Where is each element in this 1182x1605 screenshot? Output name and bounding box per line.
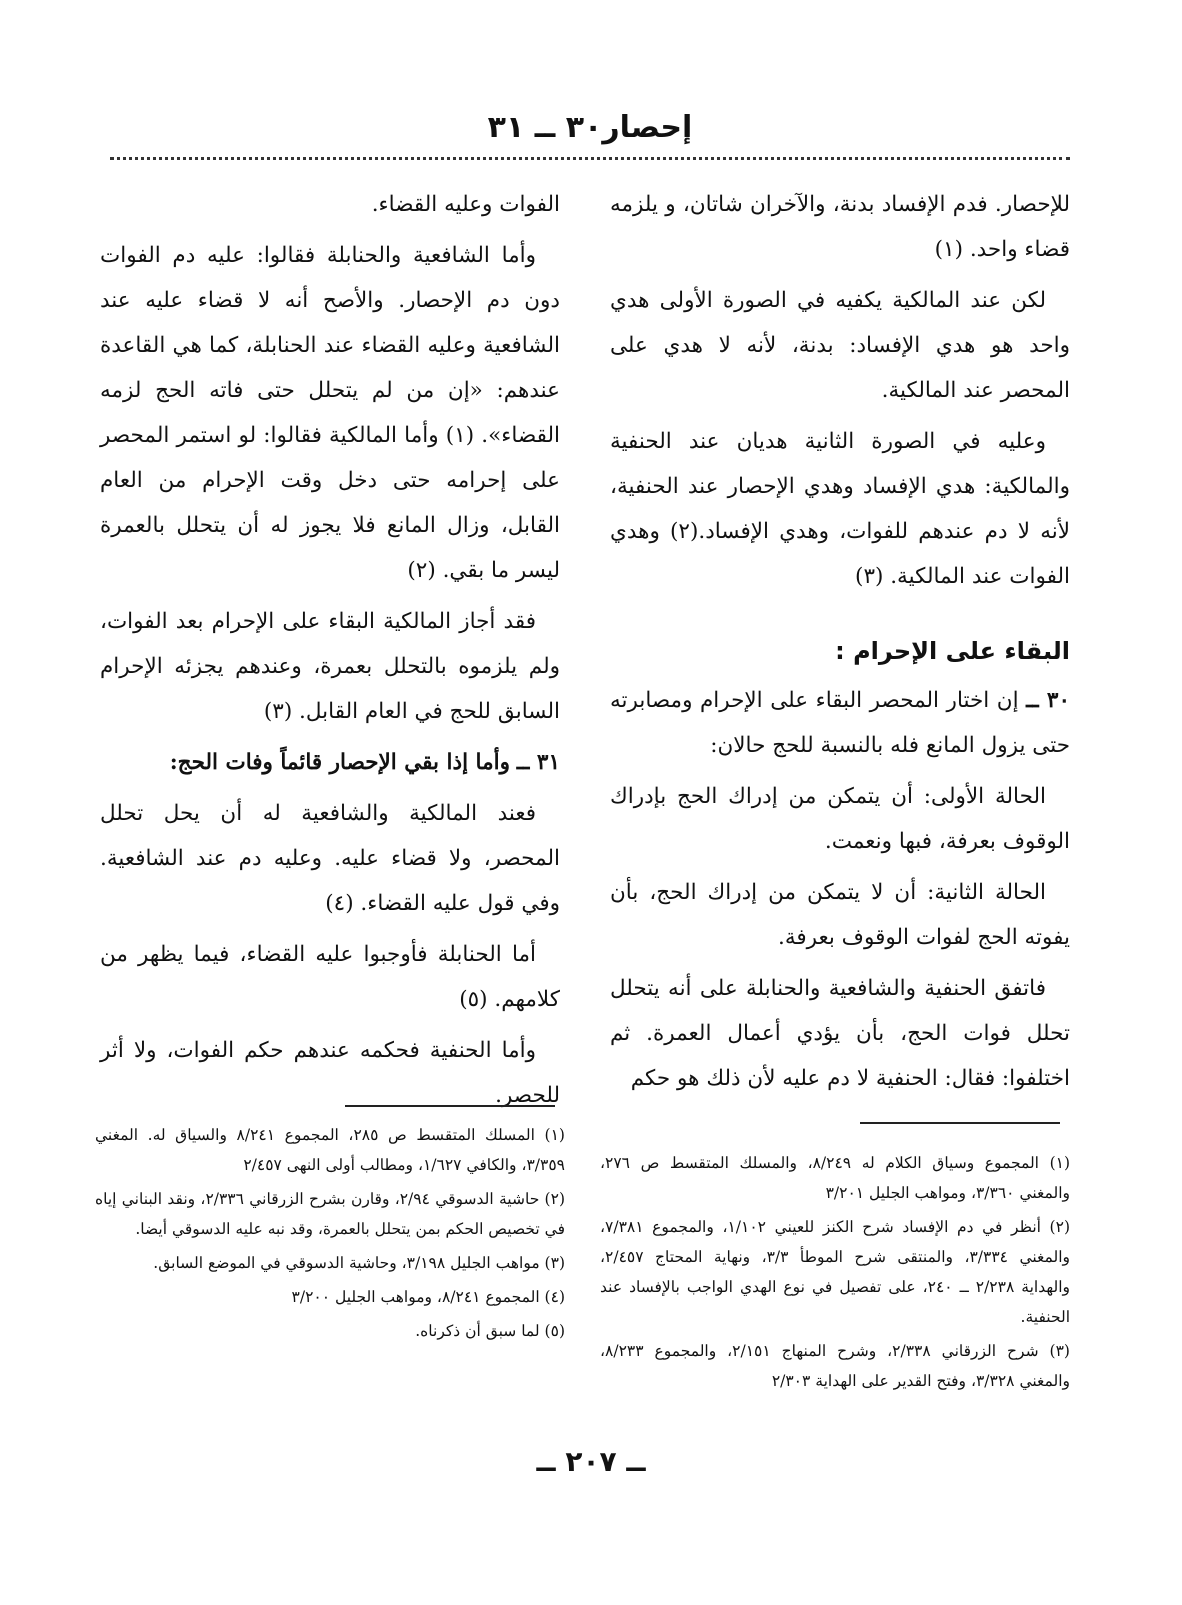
header-dotted-rule bbox=[110, 157, 1070, 160]
footnote: (٢) أنظر في دم الإفساد شرح الكنز للعيني ١/١٠٢، والمجموع ٧/٣٨١، والمغني ٣/٣٣٤، والمنتقى شرح الموطأ ٣/٣، ونهاية المحتاج ٢/٤٥٧، والهداية ٢/٢٣٨ ــ ٢٤٠، على تفصيل في نوع الهدي الواجب بالإفساد عند الحنفية. bbox=[600, 1218, 1071, 1326]
paragraph: الحالة الثانية: أن لا يتمكن من إدراك الحج، بأن يفوته الحج لفوات الوقوف بعرفة. bbox=[610, 880, 1070, 950]
section-heading: البقاء على الإحرام : bbox=[835, 637, 1070, 665]
numbered-paragraph bbox=[100, 740, 560, 785]
paragraph: وأما الحنفية فحكمه عندهم حكم الفوات، ولا أثر للحصر. bbox=[100, 1038, 560, 1108]
right-column bbox=[610, 182, 1070, 1107]
page-number: ــ ٢٠٧ ــ bbox=[536, 1445, 646, 1478]
paragraph: فعند المالكية والشافعية له أن يحل تحلل المحصر، ولا قضاء عليه. وعليه دم عند الشافعية. وفي قول عليه القضاء. (٤) bbox=[100, 801, 560, 916]
paragraph-number: ٣١ ــ bbox=[516, 750, 560, 775]
paragraph: وأما الشافعية والحنابلة فقالوا: عليه دم الفوات دون دم الإحصار. والأصح أنه لا قضاء عليه عند الشافعية وعليه القضاء عند الحنابلة، كما هي القاعدة عندهم: «إن من لم يتحلل حتى فاته الحج لزمه القضاء». (١) وأما المالكية فقالوا: لو استمر المحصر على إحرامه حتى دخل وقت الإحرام من العام القابل، وزال المانع فلا يجوز له أن يتحلل بالعمرة ليسر ما بقي. (٢) bbox=[100, 243, 560, 583]
footnote: (٤) المجموع ٨/٢٤١، ومواهب الجليل ٣/٢٠٠ bbox=[291, 1288, 565, 1306]
footnote: (٣) شرح الزرقاني ٢/٣٣٨، وشرح المنهاج ٢/١٥١، والمجموع ٨/٢٣٣، والمغني ٣/٣٢٨، وفتح القدير على الهداية ٢/٣٠٣ bbox=[600, 1342, 1070, 1390]
footnotes-left bbox=[95, 1120, 565, 1350]
footnote: (٢) حاشية الدسوقي ٢/٩٤، وقارن بشرح الزرقاني ٢/٣٣٦، ونقد البناني إياه في تخصيص الحكم بمن يتحلل بالعمرة، وقد نبه عليه الدسوقي أيضا. bbox=[95, 1190, 565, 1238]
paragraph: وعليه في الصورة الثانية هديان عند الحنفية والمالكية: هدي الإفساد وهدي الإحصار عند الحنفية، لأنه لا دم عندهم للفوات، وهدي الإفساد.(٢) وهدي الفوات عند المالكية. (٣) bbox=[610, 429, 1070, 589]
paragraph: أما الحنابلة فأوجبوا عليه القضاء، فيما يظهر من كلامهم. (٥) bbox=[100, 942, 560, 1012]
footnote-divider bbox=[860, 1122, 1060, 1124]
footnote: (١) المسلك المتقسط ص ٢٨٥، المجموع ٨/٢٤١ والسياق له. المغني ٣/٣٥٩، والكافي ١/٦٢٧، ومطالب أولى النهى ٢/٤٥٧ bbox=[95, 1126, 565, 1174]
paragraph-text: إن اختار المحصر البقاء على الإحرام ومصابرته حتى يزول المانع فله بالنسبة للحج حالان: bbox=[610, 688, 1070, 758]
left-column bbox=[100, 182, 560, 1124]
paragraph-text: وأما إذا بقي الإحصار قائماً وفات الحج: bbox=[169, 750, 510, 775]
paragraph: لكن عند المالكية يكفيه في الصورة الأولى هدي واحد هو هدي الإفساد: بدنة، لأنه لا هدي على المحصر عند المالكية. bbox=[610, 288, 1070, 403]
paragraph: للإحصار. فدم الإفساد بدنة، والآخران شاتان، و يلزمه قضاء واحد. (١) bbox=[610, 192, 1070, 262]
footnote: (١) المجموع وسياق الكلام له ٨/٢٤٩، والمسلك المتقسط ص ٢٧٦، والمغني ٣/٣٦٠، ومواهب الجليل ٣/٢٠١ bbox=[600, 1154, 1071, 1202]
footnotes-right bbox=[600, 1148, 1070, 1400]
paragraph: الفوات وعليه القضاء. bbox=[371, 192, 560, 217]
page-header: إحصار٣٠ ــ ٣١ bbox=[487, 110, 693, 145]
footnote: (٥) لما سبق أن ذكرناه. bbox=[415, 1322, 565, 1340]
numbered-paragraph bbox=[610, 678, 1070, 768]
paragraph: الحالة الأولى: أن يتمكن من إدراك الحج بإدراك الوقوف بعرفة، فبها ونعمت. bbox=[610, 784, 1070, 854]
paragraph: فاتفق الحنفية والشافعية والحنابلة على أنه يتحلل تحلل فوات الحج، بأن يؤدي أعمال العمرة. ثم اختلفوا: فقال: الحنفية لا دم عليه لأن ذلك هو حكم bbox=[610, 976, 1070, 1091]
paragraph-number: ٣٠ ــ bbox=[1026, 688, 1070, 713]
footnote: (٣) مواهب الجليل ٣/١٩٨، وحاشية الدسوقي في الموضع السابق. bbox=[153, 1254, 565, 1272]
footnote-divider bbox=[345, 1105, 555, 1107]
paragraph: فقد أجاز المالكية البقاء على الإحرام بعد الفوات، ولم يلزموه بالتحلل بعمرة، وعندهم يجزئه الإحرام السابق للحج في العام القابل. (٣) bbox=[100, 609, 560, 724]
